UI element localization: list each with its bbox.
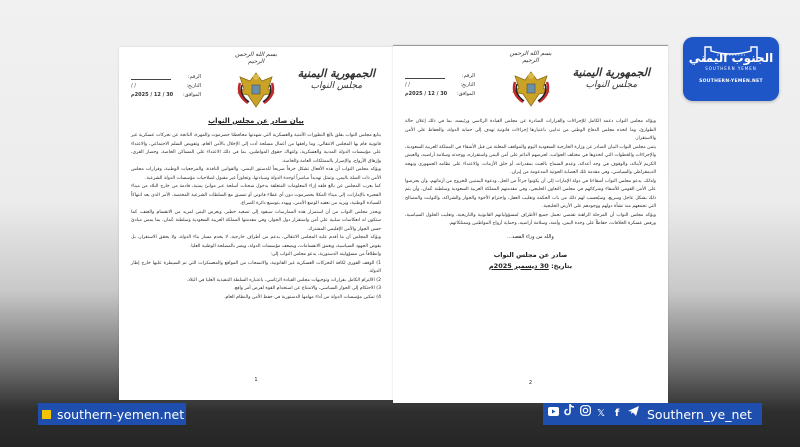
list-item: 1) الوقف الفوري لكافة التحركات العسكرية غير القانونية، والانسحاب من المواقع والمعسكرات التي تم السيطرة عليها خارج إطار الدولة.	[131, 260, 381, 274]
issued-date	[393, 261, 668, 272]
date-label: التاريخ:	[186, 83, 201, 89]
paragraph: وانطلاقاً من مسؤوليته الدستورية، يدعو مجلس النواب إلى:	[270, 252, 381, 257]
paragraph: يثمن مجلس النواب البيان الصادر عن وزارة الخارجية السعودية اليوم والمواقف المعلنة من قبل الأشقاء في المملكة العربية السعودية، والإجراءات والخطوات التي اتخذوها في مختلف الجوانب، لحرصهم الدائم على أمن اليمن واستقراره، ووحدته وسلامة أراضيه، والعيش الكريم لأبنائه، والوقوف في وجه أعدائه، وعدم السماح بالعبث بمقدراته، أو خلق الأزمات، والاعتداء على نظامه الجمهوري ونهجه الديمقراطي والسياسي، وفي مقدمة تلك العصابة الحوثية المدعومة من إيران.	[405, 144, 656, 175]
list-item: 2) الالتزام الكامل بقرارات وتوجيهات مجلس القيادة الرئاسي، باعتباره السلطة التنفيذية العليا في البلاد.	[186, 277, 381, 283]
logo-arabic-name: الجنوب اليمني	[688, 51, 774, 65]
corresponding-label: الموافق:	[456, 91, 475, 97]
paragraph: يتابع مجلس النواب بقلق بالغ التطورات الأمنية والعسكرية التي شهدتها محافظتا حضرموت والمهرة، الناتجة عن تحركات عسكرية غير قانونية قام بها المجلس الانتقالي، وما رافقها من أعمال مسلحة أدت إلى الإخلال بالأمن العام، وتقويض السلم الاجتماعي، والاعتداء على مؤسسات الدولة المدنية والعسكرية، وانتهاك حقوق المواطنين، بما في ذلك الاعتداء على المساكن الخاصة، وحصار القرى، وإزهاق الأرواح، والإضرار بالممتلكات العامة والخاصة.	[131, 133, 381, 164]
social-handle: Southern_ye_net	[647, 406, 752, 422]
website-banner[interactable]	[38, 403, 186, 425]
letterhead	[393, 46, 668, 114]
x-icon[interactable]: 𝕏	[596, 408, 606, 419]
instagram-icon[interactable]	[579, 403, 591, 425]
eagle-emblem-icon	[509, 66, 553, 110]
site-logo[interactable]	[683, 37, 779, 101]
castle-outline-icon	[703, 44, 759, 62]
paragraph: ويحذر مجلس النواب من أن استمرار هذه الممارسات سيقود إلى تصعيد خطير، ويعرض اليمن لمزيد من الانقسام والعنف، كما ستكون له انعكاسات سلبية على أمن واستقرار دول الجوار، وفي مقدمتها المملكة العربية السعودية وسلطنة عُمان، بما يمس مبادئ حسن الجوار والأمن الإقليمي المشترك.	[131, 209, 381, 232]
ref-label: الرقم:	[461, 73, 475, 79]
emblem	[226, 51, 286, 115]
issued-date-label: بتاريخ:	[551, 261, 573, 270]
issued-date-value: 30 ديسمبر 2025م	[488, 261, 549, 270]
reference-block	[131, 73, 201, 100]
paragraph: ويؤكد المجلس أن ما أقدم عليه المجلس الانتقالي، بدعم من أطراف خارجية، لا يخدم مسار بناء الدولة، ولا يحقق الاستقرار، بل يقوض الجهود السياسية، ويعمق الانقسامات، ويضعف مؤسسات الدولة، ويضر بالمصلحة الوطنية العليا.	[131, 235, 381, 249]
corresponding-label: الموافق:	[182, 92, 201, 98]
corresponding-value: 30 / 12 / 2025م	[405, 91, 448, 97]
parliament-name: مجلس النواب	[585, 80, 638, 90]
paragraph: ويؤكد مجلس النواب أن هذه الأفعال تشكل خرقاً صريحاً للدستور اليمني، والقوانين النافذة، والمرجعيات الوطنية، وقرارات مجلس الأمن ذات الصلة باليمن، وتمثل تهديداً مباشراً لوحدة الدولة وسيادتها، وتجاوزاً غير مقبول لصلاحيات مؤسسات الدولة الشرعية.	[131, 167, 381, 181]
ref-label: الرقم:	[187, 74, 201, 80]
parliament-name: مجلس النواب	[310, 81, 363, 91]
website-url: southern-yemen.net	[57, 406, 185, 422]
social-banner[interactable]	[543, 403, 762, 425]
reference-block	[405, 72, 475, 99]
tiktok-icon[interactable]	[563, 403, 575, 425]
paragraph: كما يعرب المجلس عن بالغ قلقه إزاء المعلومات المتعلقة بدخول شحنات أسلحة عبر موانئ يمنية، قادمة من خارج البلاد من ميناء الفجيرة بالإمارات، إلى ميناء المكلا بحضرموت دون أي غطاء قانوني أو تنسيق مع السلطات الشرعية المختصة، الأمر الذي يعد انتهاكاً للسيادة الوطنية، ويزيد من تعقيد الوضع الأمني، ويهدد بتوسيع دائرة الصراع.	[131, 184, 381, 206]
date-label: التاريخ:	[460, 82, 475, 88]
paragraph: ويؤكد مجلس النواب دعمه الكامل للإجراءات والقرارات الصادرة عن مجلس القيادة الرئاسي ورئيسه، بما في ذلك إعلان حالة الطوارئ، وما اتخذه مجلس الدفاع الوطني من تدابير، باعتبارها إجراءات قانونية تهدف إلى حماية الدولة، والحفاظ على الأمن والاستقرار.	[405, 119, 656, 141]
yellow-square-icon	[42, 410, 51, 419]
issued-by: صادر عن مجلس النواب	[493, 250, 568, 259]
document-page-2	[393, 45, 668, 403]
facebook-icon[interactable]: f	[614, 408, 620, 419]
bismillah: بسم الله الرحمن الرحيم	[509, 50, 552, 64]
statement-body	[393, 118, 668, 229]
eagle-emblem-icon	[234, 67, 278, 111]
page-number: 1	[254, 377, 258, 383]
list-item: 4) تمكين مؤسسات الدولة من أداء مهامها الدستورية في حفظ الأمن والنظام العام.	[224, 294, 381, 300]
telegram-icon[interactable]	[627, 403, 639, 425]
document-page-1	[119, 47, 393, 400]
paragraph: ويؤكد مجلس النواب أن المرحلة الراهنة تقتضي تحمل جميع الأطراف لمسؤولياتهم القانونية والتاريخية، وتغليب الحلول السياسية، ورفض عسكرة الخلافات، حفاظاً على وحدة اليمن، وأمنه، وسلامة أراضيه، وحماية أرواح المواطنين وممتلكاتهم.	[405, 212, 656, 226]
youtube-icon[interactable]	[547, 403, 559, 425]
republic-name: الجمهورية اليمنية	[572, 66, 650, 79]
page-number: 2	[528, 380, 533, 386]
emblem	[501, 50, 561, 114]
corresponding-value: 30 / 12 / 2025م	[131, 92, 174, 98]
ref-line	[131, 73, 171, 80]
logo-url: SOUTHERN-YEMEN.NET	[699, 79, 763, 84]
logo-english-name: SOUTHERN YEMEN	[705, 66, 757, 71]
signature-block	[393, 250, 668, 272]
date-value: / /	[405, 82, 410, 88]
paragraph: ولذلك، يدعو مجلس النواب أشقاءنا في دولة الإمارات إلى أن يكونوا جزءاً من الحل، ودعوة اليمنيين للخروج من أزماتهم، وأن يحرصوا على الأمن القومي للأشقاء وشركائهم في مجلس التعاون الخليجي، وفي مقدمتهم المملكة العربية السعودية وسلطنة عُمان، وأن يتم ذلك بشكل عاجل وسريع، وسيُحسب لهم ذلك من باب الحكمة وتغليب العقل، واحترام الأخوة والجوار والشراكة، والثوابت والمصالح التي تجمعهم منذ نشأة دولهم ووجودهم على الأرض الخليجية.	[405, 178, 656, 209]
republic-title	[573, 66, 650, 90]
date-value: / /	[131, 83, 136, 89]
republic-name: الجمهورية اليمنية	[297, 67, 375, 80]
republic-title	[298, 67, 375, 91]
letterhead	[119, 47, 393, 115]
closing-phrase: والله من وراء القصد...	[507, 233, 554, 240]
statement-body	[119, 132, 393, 302]
ref-line	[405, 72, 445, 79]
list-item: 3) الاحتكام إلى الحوار السياسي، والامتناع عن استخدام القوة لفرض أمر واقع.	[233, 286, 381, 291]
statement-title: بيان صادر عن مجلس النواب	[208, 117, 304, 125]
bismillah: بسم الله الرحمن الرحيم	[234, 51, 278, 65]
